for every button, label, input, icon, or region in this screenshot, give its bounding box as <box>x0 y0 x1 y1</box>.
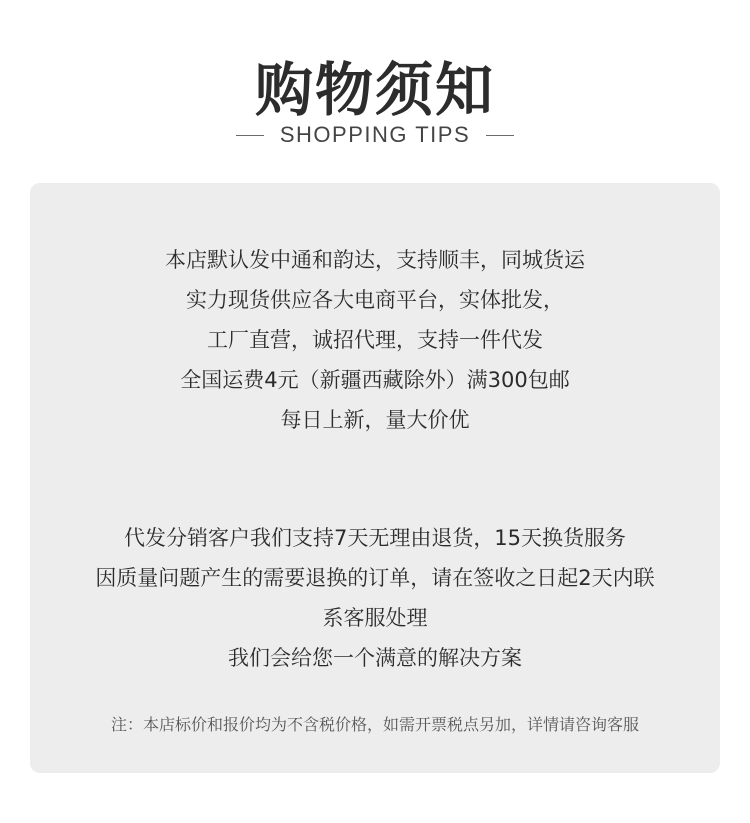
shipping-line: 工厂直营，诚招代理，支持一件代发 <box>207 328 543 352</box>
page-title: 购物须知 <box>254 56 495 124</box>
shipping-line: 本店默认发中通和韵达，支持顺丰，同城货运 <box>165 248 585 272</box>
shipping-line: 全国运费4元（新疆西藏除外）满300包邮 <box>180 368 570 392</box>
after-sales-block <box>30 518 720 678</box>
shipping-line: 实力现货供应各大电商平台，实体批发， <box>186 288 564 312</box>
shipping-info-block <box>30 240 720 440</box>
after-sales-line: 因质量问题产生的需要退换的订单，请在签收之日起2天内联 <box>95 566 655 590</box>
subtitle-row <box>0 120 750 150</box>
after-sales-line: 代发分销客户我们支持7天无理由退货，15天换货服务 <box>123 526 627 550</box>
after-sales-line: 系客服处理 <box>322 606 428 630</box>
tax-note: 注：本店标价和报价均为不含税价格，如需开票税点另加，详情请咨询客服 <box>110 715 639 734</box>
shipping-line: 每日上新，量大价优 <box>280 408 470 432</box>
right-dash-divider <box>486 135 514 136</box>
tips-panel <box>30 183 720 773</box>
header <box>0 0 750 180</box>
after-sales-line: 我们会给您一个满意的解决方案 <box>228 646 522 670</box>
page-subtitle: SHOPPING TIPS <box>279 122 471 147</box>
left-dash-divider <box>236 135 264 136</box>
